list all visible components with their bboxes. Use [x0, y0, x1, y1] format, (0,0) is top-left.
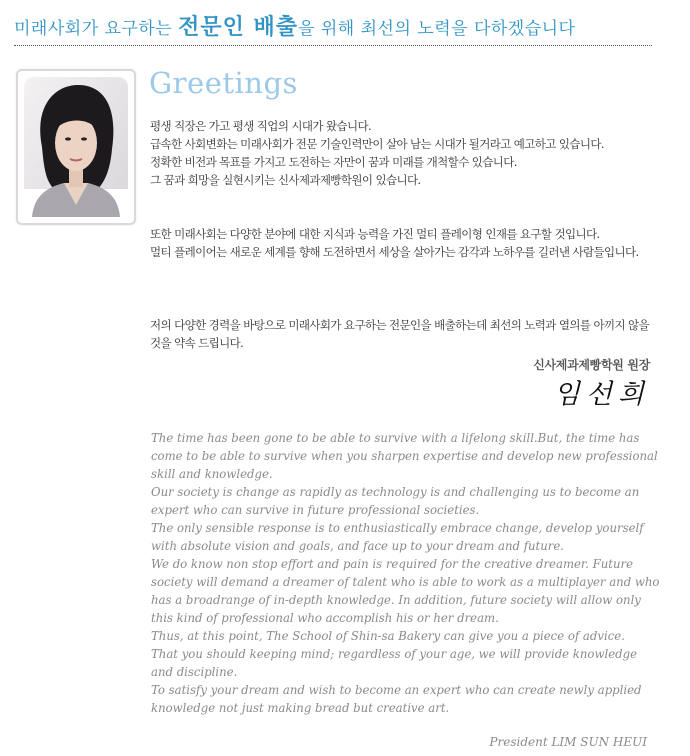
korean-line: 평생 직장은 가고 평생 직업의 시대가 왔습니다. [150, 119, 372, 133]
korean-line: 또한 미래사회는 다양한 분야에 대한 지식과 능력을 가진 멀티 플레이형 인재를 요구할 것입니다. [150, 227, 600, 241]
korean-line: 저의 다양한 경력을 바탕으로 미래사회가 요구하는 전문인을 배출하는데 최선의 노력과 열의를 아끼지 않을 것을 약속 드립니다. [150, 318, 650, 350]
slogan-emphasis: 전문인 배출 [178, 14, 299, 40]
english-paragraph: We do know non stop effort and pain is required for the creative dreamer. Future society will demand a dreamer of talent who is able to work as a multiplayer and who has a broadrange of in-depth knowledge. In addition, future society will allow only this kind of professional who accomplish his or her dream. [151, 557, 660, 625]
english-paragraph: That you should keeping mind; regardless of your age, we will provide knowledge and discipline. [151, 647, 637, 679]
korean-line: 그 꿈과 희망을 실현시키는 신사제과제빵학원이 있습니다. [150, 173, 421, 187]
korean-paragraph-1 [150, 117, 655, 189]
english-message [151, 429, 661, 717]
korean-paragraph-2 [150, 225, 655, 261]
dotted-divider [14, 45, 652, 46]
korean-line: 정확한 비전과 목표를 가지고 도전하는 자만이 꿈과 미래를 개척할수 있습니다. [150, 155, 517, 169]
signature-title: 신사제과제빵학원 원장 [533, 358, 650, 372]
signature-name: 임선희 [553, 379, 650, 410]
greetings-title: Greetings [149, 66, 298, 100]
slogan-post: 을 위해 최선의 노력을 다하겠습니다 [298, 19, 576, 39]
korean-line: 멀티 플레이어는 새로운 세계를 향해 도전하면서 세상을 살아가는 감각과 노하우를 길러낸 사람들입니다. [150, 245, 639, 259]
english-paragraph: The time has been gone to be able to survive with a lifelong skill.But, the time has come to be able to survive when you sharpen expertise and develop new professional skill and knowledge. [151, 431, 658, 481]
english-paragraph: Our society is change as rapidly as technology is and challenging us to become an expert who can survive in future professional societies. [151, 485, 640, 517]
english-paragraph: Thus, at this point, The School of Shin-sa Bakery can give you a piece of advice. [151, 629, 625, 643]
slogan-header [14, 10, 575, 41]
korean-line: 급속한 사회변화는 미래사회가 전문 기술인력만이 살아 남는 시대가 될거라고 예고하고 있습니다. [150, 137, 604, 151]
english-paragraph: The only sensible response is to enthusiastically embrace change, develop yourself with absolute vision and goals, and face up to your dream and future. [151, 521, 644, 553]
english-paragraph: To satisfy your dream and wish to become an expert who can create newly applied knowledge not just making bread but creative art. [151, 683, 642, 715]
president-signature: President LIM SUN HEUI [489, 735, 647, 749]
slogan-pre: 미래사회가 요구하는 [14, 19, 179, 39]
director-photo-frame [16, 69, 136, 225]
korean-paragraph-3 [150, 316, 655, 352]
director-photo [24, 77, 128, 217]
